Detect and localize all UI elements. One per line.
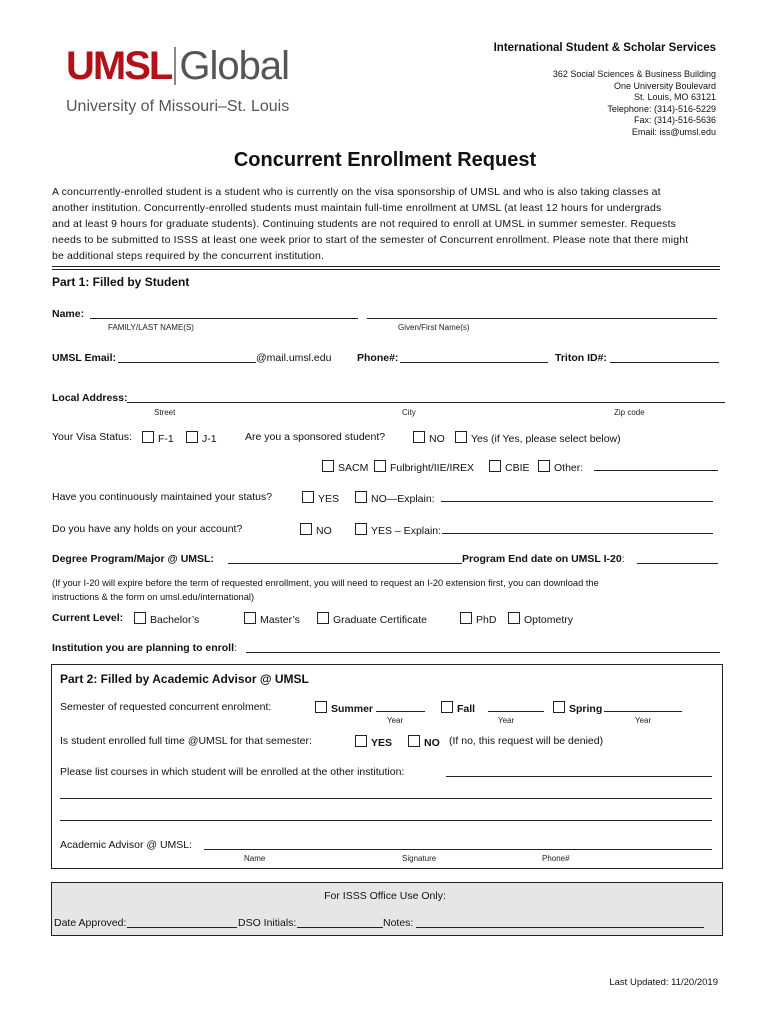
sponsored-yes-label: Yes (if Yes, please select below) bbox=[471, 433, 621, 445]
masters-label: Master’s bbox=[260, 614, 300, 626]
checkbox[interactable] bbox=[134, 612, 146, 624]
intro-line: needs to be submitted to ISSS at least one week prior to start of the semester of Concurrent enrollment. Please note that there might bbox=[52, 234, 689, 246]
i20-note-line: (If your I-20 will expire before the term of requested enrollment, you will need to request an I-20 extension first, you can download the bbox=[52, 578, 599, 588]
fall-label: Fall bbox=[457, 703, 476, 715]
family-name-caption: FAMILY/LAST NAME(S) bbox=[108, 323, 194, 332]
year-caption: Year bbox=[387, 716, 404, 725]
fall-year-field[interactable] bbox=[488, 702, 544, 712]
level-optometry-option[interactable] bbox=[508, 612, 573, 626]
last-updated: Last Updated: 11/20/2019 bbox=[609, 977, 718, 988]
part2-heading: Part 2: Filled by Academic Advisor @ UMSL bbox=[60, 672, 309, 686]
i20-note-line: instructions & the form on umsl.edu/international) bbox=[52, 592, 255, 602]
sponsored-yes-option[interactable] bbox=[455, 431, 621, 445]
end-date-label: Program End date on UMSL I-20: bbox=[462, 553, 625, 565]
email-suffix: @mail.umsl.edu bbox=[256, 352, 332, 364]
phone-caption: Phone# bbox=[542, 854, 570, 863]
checkbox[interactable] bbox=[413, 431, 425, 443]
triton-label: Triton ID#: bbox=[555, 352, 607, 364]
level-bachelors-option[interactable] bbox=[134, 612, 199, 626]
maintained-question: Have you continuously maintained your status? bbox=[52, 491, 273, 503]
sponsor-cbie-option[interactable] bbox=[489, 460, 530, 474]
checkbox[interactable] bbox=[317, 612, 329, 624]
courses-field[interactable] bbox=[60, 811, 712, 821]
checkbox[interactable] bbox=[322, 460, 334, 472]
intro-paragraph bbox=[52, 184, 688, 264]
checkbox[interactable] bbox=[374, 460, 386, 472]
checkbox[interactable] bbox=[455, 431, 467, 443]
address-line-2: One University Boulevard bbox=[613, 80, 716, 91]
checkbox[interactable] bbox=[355, 523, 367, 535]
maintained-explain-field[interactable] bbox=[441, 492, 713, 502]
institution-label-text: Institution you are planning to enroll bbox=[52, 642, 234, 654]
checkbox[interactable] bbox=[538, 460, 550, 472]
logo-umsl-text: UMSL bbox=[66, 44, 172, 88]
logo-subtitle: University of Missouri–St. Louis bbox=[66, 98, 290, 115]
holds-question: Do you have any holds on your account? bbox=[52, 523, 243, 535]
address-label: Local Address: bbox=[52, 392, 128, 404]
sponsor-sacm-option[interactable] bbox=[322, 460, 368, 474]
semester-fall-option[interactable] bbox=[441, 701, 475, 715]
denied-note: (If no, this request will be denied) bbox=[449, 735, 604, 747]
checkbox[interactable] bbox=[315, 701, 327, 713]
sponsored-no-option[interactable] bbox=[413, 431, 445, 445]
degree-label: Degree Program/Major @ UMSL: bbox=[52, 553, 214, 565]
triton-field[interactable] bbox=[610, 353, 719, 363]
fulltime-yes-option[interactable] bbox=[355, 735, 392, 749]
other-label: Other: bbox=[554, 462, 584, 474]
holds-yes-option[interactable] bbox=[355, 523, 441, 537]
email-label: UMSL Email: bbox=[52, 352, 116, 364]
city-caption: City bbox=[402, 408, 416, 417]
institution-label: Institution you are planning to enroll: bbox=[52, 642, 237, 654]
holds-explain-field[interactable] bbox=[442, 524, 713, 534]
checkbox[interactable] bbox=[508, 612, 520, 624]
address-field[interactable] bbox=[127, 393, 725, 403]
signature-caption: Signature bbox=[402, 854, 437, 863]
dso-initials-field[interactable] bbox=[297, 918, 383, 928]
holds-no-label: NO bbox=[316, 525, 332, 537]
bachelors-label: Bachelor’s bbox=[150, 614, 200, 626]
sponsor-fulbright-option[interactable] bbox=[374, 460, 474, 474]
spring-year-field[interactable] bbox=[604, 702, 682, 712]
name-label: Name: bbox=[52, 308, 85, 320]
spring-label: Spring bbox=[569, 703, 603, 715]
fulbright-label: Fulbright/IIE/IREX bbox=[390, 462, 475, 474]
visa-f1-label: F-1 bbox=[158, 433, 174, 445]
logo-global-text: Global bbox=[179, 44, 289, 88]
checkbox[interactable] bbox=[355, 491, 367, 503]
street-caption: Street bbox=[154, 408, 176, 417]
page-title: Concurrent Enrollment Request bbox=[233, 149, 537, 171]
holds-no-option[interactable] bbox=[300, 523, 332, 537]
courses-field[interactable] bbox=[446, 767, 712, 777]
notes-field[interactable] bbox=[416, 918, 704, 928]
checkbox[interactable] bbox=[300, 523, 312, 535]
semester-label: Semester of requested concurrent enrolment: bbox=[60, 701, 272, 713]
degree-field[interactable] bbox=[228, 554, 462, 564]
maintained-no-option[interactable] bbox=[355, 491, 435, 505]
courses-field[interactable] bbox=[60, 789, 712, 799]
contact-block bbox=[553, 69, 716, 138]
optometry-label: Optometry bbox=[524, 614, 574, 626]
given-name-caption: Given/First Name(s) bbox=[398, 323, 470, 332]
address-city: St. Louis, MO 63121 bbox=[633, 92, 716, 102]
divider bbox=[52, 266, 720, 267]
zip-caption: Zip code bbox=[614, 408, 645, 417]
cbie-label: CBIE bbox=[505, 462, 530, 474]
phone-field[interactable] bbox=[400, 353, 548, 363]
fulltime-question: Is student enrolled full time @UMSL for that semester: bbox=[60, 735, 312, 747]
notes-label: Notes: bbox=[383, 917, 414, 929]
family-name-field[interactable] bbox=[90, 309, 358, 319]
intro-line: another institution. Concurrently-enrolled students must maintain full-time enrollment at UMSL (at least 12 hours for undergrads bbox=[52, 202, 662, 214]
semester-spring-option[interactable] bbox=[553, 701, 602, 715]
phd-label: PhD bbox=[476, 614, 497, 626]
advisor-label: Academic Advisor @ UMSL: bbox=[60, 839, 193, 851]
year-caption: Year bbox=[635, 716, 652, 725]
fulltime-no-option[interactable] bbox=[408, 735, 440, 749]
maintained-yes-label: YES bbox=[318, 493, 340, 505]
sponsored-no-label: NO bbox=[429, 433, 445, 445]
level-label: Current Level: bbox=[52, 612, 124, 624]
checkbox[interactable] bbox=[142, 431, 154, 443]
intro-line: and at least 9 hours for graduate students). Continuing students are not required to enroll at UMSL in summer semester. Requests bbox=[52, 218, 677, 230]
date-approved-label: Date Approved: bbox=[54, 917, 127, 929]
checkbox[interactable] bbox=[302, 491, 314, 503]
advisor-field[interactable] bbox=[204, 840, 712, 850]
level-gradcert-option[interactable] bbox=[317, 612, 427, 626]
address-line-1: 362 Social Sciences & Business Building bbox=[552, 69, 716, 79]
sacm-label: SACM bbox=[338, 462, 369, 474]
divider bbox=[52, 269, 720, 270]
holds-yes-label: YES – Explain: bbox=[371, 525, 442, 537]
name-caption: Name bbox=[244, 854, 266, 863]
sponsor-other-option[interactable] bbox=[538, 460, 583, 474]
intro-line: A concurrently-enrolled student is a student who is currently on the visa sponsorship of UMSL and who is also taking classes at bbox=[52, 186, 661, 198]
email: Email: iss@umsl.edu bbox=[631, 126, 716, 137]
checkbox[interactable] bbox=[489, 460, 501, 472]
phone-label: Phone#: bbox=[357, 352, 399, 364]
level-phd-option[interactable] bbox=[460, 612, 496, 626]
fulltime-no-label: NO bbox=[424, 737, 440, 749]
checkbox[interactable] bbox=[441, 701, 453, 713]
year-caption: Year bbox=[498, 716, 515, 725]
telephone: Telephone: (314)-516-5229 bbox=[607, 103, 716, 114]
courses-label: Please list courses in which student will be enrolled at the other institution: bbox=[60, 766, 405, 778]
sponsored-question: Are you a sponsored student? bbox=[245, 431, 386, 443]
end-date-label-text: Program End date on UMSL I-20 bbox=[462, 553, 622, 565]
email-field[interactable] bbox=[118, 353, 256, 363]
date-approved-field[interactable] bbox=[127, 918, 237, 928]
visa-j1-option[interactable] bbox=[186, 431, 217, 445]
checkbox[interactable] bbox=[355, 735, 367, 747]
level-masters-option[interactable] bbox=[244, 612, 300, 626]
fulltime-yes-label: YES bbox=[371, 737, 393, 749]
institution-field[interactable] bbox=[246, 643, 720, 653]
checkbox[interactable] bbox=[553, 701, 565, 713]
summer-label: Summer bbox=[331, 703, 374, 715]
checkbox[interactable] bbox=[460, 612, 472, 624]
dso-initials-label: DSO Initials: bbox=[238, 917, 297, 929]
maintained-yes-option[interactable] bbox=[302, 491, 339, 505]
fax: Fax: (314)-516-5636 bbox=[633, 115, 716, 125]
visa-j1-label: J-1 bbox=[202, 433, 217, 445]
checkbox[interactable] bbox=[408, 735, 420, 747]
checkbox[interactable] bbox=[244, 612, 256, 624]
other-field[interactable] bbox=[594, 461, 718, 471]
checkbox[interactable] bbox=[186, 431, 198, 443]
visa-f1-option[interactable] bbox=[142, 431, 174, 445]
org-name: International Student & Scholar Services bbox=[493, 42, 716, 54]
office-use-heading: For ISSS Office Use Only: bbox=[324, 890, 446, 902]
summer-year-field[interactable] bbox=[376, 702, 425, 712]
maintained-no-label: NO—Explain: bbox=[371, 493, 435, 505]
part1-heading: Part 1: Filled by Student bbox=[52, 275, 190, 289]
end-date-field[interactable] bbox=[637, 554, 718, 564]
given-name-field[interactable] bbox=[367, 309, 717, 319]
semester-summer-option[interactable] bbox=[315, 701, 373, 715]
umsl-logo bbox=[66, 46, 289, 96]
i20-note bbox=[52, 576, 599, 604]
intro-line: be additional steps required by the concurrent institution. bbox=[52, 250, 325, 262]
visa-label: Your Visa Status: bbox=[52, 431, 132, 443]
grad-cert-label: Graduate Certificate bbox=[333, 614, 427, 626]
